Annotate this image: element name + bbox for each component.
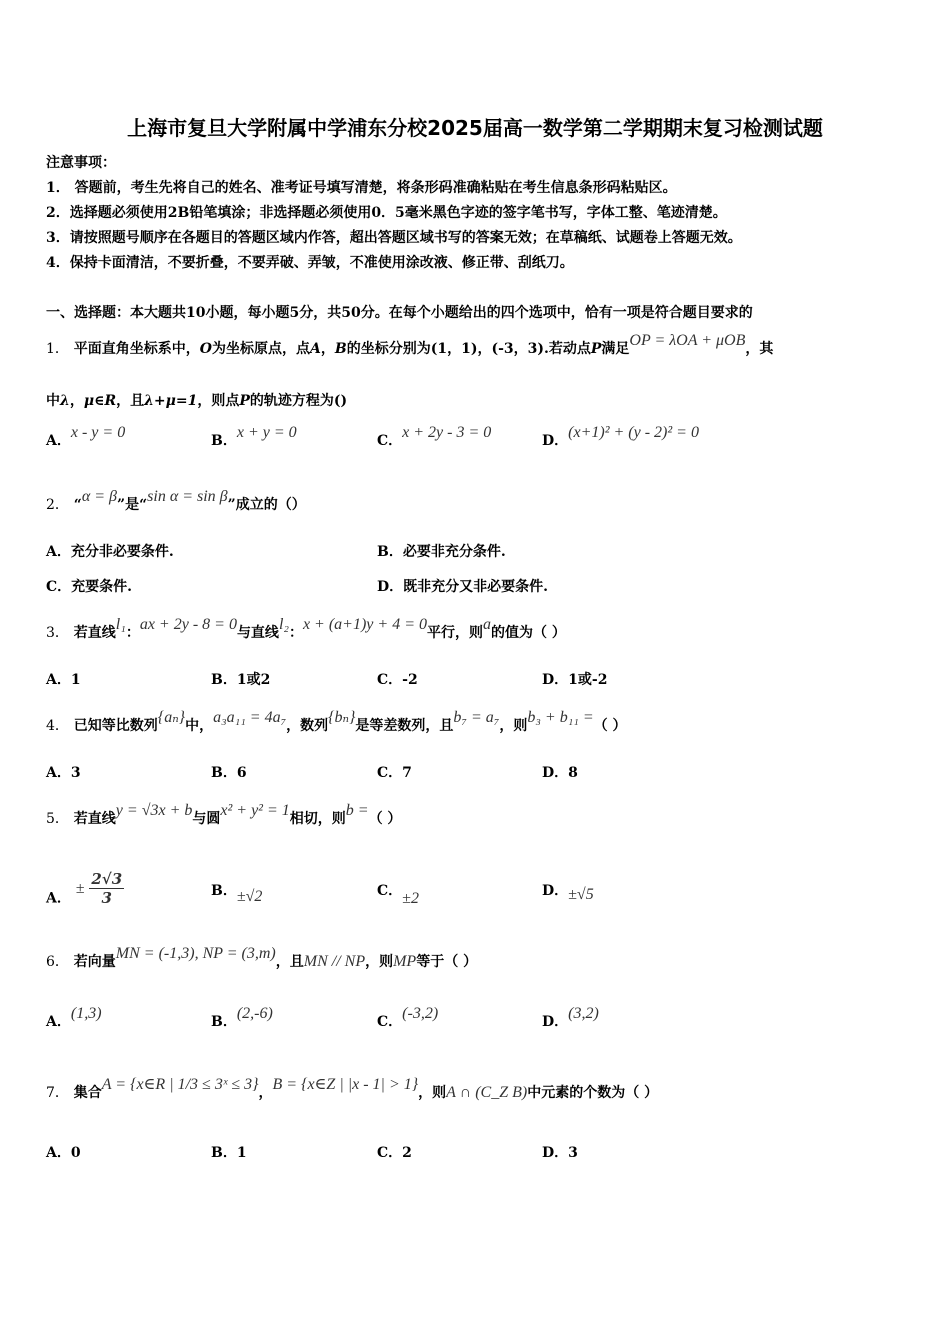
question-number: 7． xyxy=(46,1085,69,1101)
math-expression: x² + y² = 1 xyxy=(220,802,290,819)
option-math: x + 2y - 3 = 0 xyxy=(402,424,492,441)
option-label: A． xyxy=(46,765,71,781)
option-b[interactable] xyxy=(377,541,506,561)
option-text: 8 xyxy=(568,765,578,781)
question-text: ”成立的（） xyxy=(227,497,306,513)
option-c[interactable] xyxy=(46,576,132,596)
option-text: 0 xyxy=(70,1145,81,1161)
question-text: 若直线 xyxy=(73,625,116,641)
question-text: ，数列 xyxy=(286,718,329,734)
option-label: A． xyxy=(46,1014,71,1030)
question-text: ， xyxy=(69,393,84,409)
question-text: 与直线 xyxy=(236,625,279,641)
question-4-options xyxy=(46,762,926,792)
option-text: -2 xyxy=(402,672,418,688)
question-1-line-2 xyxy=(46,390,347,410)
question-number: 5． xyxy=(46,811,69,827)
question-text: 已知等比数列 xyxy=(73,718,158,734)
question-text: 集合 xyxy=(73,1085,102,1101)
option-d[interactable] xyxy=(377,576,548,596)
option-label: C． xyxy=(377,433,403,449)
math-expression: y = √3x + b xyxy=(115,802,193,819)
question-6 xyxy=(46,945,478,971)
option-d[interactable] xyxy=(542,424,699,450)
option-label: A． xyxy=(46,890,71,907)
page-title: 上海市复旦大学附属中学浦东分校2025届高一数学第二学期期末复习检测试题 xyxy=(127,116,823,140)
math-expression: b₃ + b₁₁ = xyxy=(527,709,594,726)
question-text: ，则 xyxy=(365,954,394,970)
option-c[interactable] xyxy=(377,880,419,907)
option-text: 1或-2 xyxy=(568,672,608,688)
option-a[interactable] xyxy=(46,541,174,561)
question-6-options xyxy=(46,1005,926,1041)
option-a[interactable] xyxy=(46,1142,81,1162)
option-label: A． xyxy=(46,1145,71,1161)
option-text: 1 xyxy=(70,672,81,688)
question-text: ，则点 xyxy=(197,393,240,409)
option-b[interactable] xyxy=(211,669,270,689)
option-math: (x+1)² + (y - 2)² = 0 xyxy=(568,424,699,441)
math-expression: A ∩ (C_Z B) xyxy=(446,1084,528,1101)
option-d[interactable] xyxy=(542,1142,578,1162)
math-expression: MN = (-1,3), NP = (3,m) xyxy=(115,945,276,962)
option-label: A． xyxy=(46,544,71,560)
notice-item-1: 1． 答题前，考生先将自己的姓名、准考证号填写清楚，将条形码准确粘贴在考生信息条形码粘贴区。 xyxy=(46,180,677,196)
notice-item-4: 4．保持卡面清洁，不要折叠，不要弄破、弄皱，不准使用涂改液、修正带、刮纸刀。 xyxy=(46,255,574,271)
math-var: λ+μ=1 xyxy=(144,393,198,409)
option-a[interactable] xyxy=(46,424,126,450)
option-text: 充分非必要条件. xyxy=(70,544,174,560)
option-label: D． xyxy=(377,579,404,595)
option-a[interactable] xyxy=(46,1005,102,1031)
option-math: x - y = 0 xyxy=(70,424,126,441)
option-a[interactable] xyxy=(46,762,81,782)
question-4 xyxy=(46,709,627,735)
option-text: 7 xyxy=(402,765,412,781)
question-text: ， xyxy=(258,1085,273,1101)
option-d[interactable] xyxy=(542,762,578,782)
math-expression: b = xyxy=(345,802,369,819)
question-text: 为坐标原点，点 xyxy=(212,341,310,357)
math-expression: α = β xyxy=(81,488,118,505)
question-number: 1． xyxy=(46,341,69,357)
math-expression: sin α = sin β xyxy=(147,488,228,505)
math-var: P xyxy=(239,393,250,409)
question-text: ， xyxy=(320,341,335,357)
option-label: D． xyxy=(542,672,569,688)
option-text: 2 xyxy=(402,1145,412,1161)
question-number: 2． xyxy=(46,497,69,513)
math-expression: a₃a₁₁ = 4a₇ xyxy=(213,709,287,726)
question-2-options-row-2 xyxy=(46,576,926,606)
option-d[interactable] xyxy=(542,1005,599,1031)
question-1 xyxy=(46,332,774,358)
math-expression: l₁ xyxy=(115,616,126,633)
option-text: 3 xyxy=(70,765,81,781)
math-var: A xyxy=(310,341,321,357)
option-math: ±√5 xyxy=(568,886,594,903)
math-expression: b₇ = a₇ xyxy=(453,709,500,726)
math-var: λ xyxy=(60,393,70,409)
option-d[interactable] xyxy=(542,669,607,689)
option-a[interactable] xyxy=(46,669,81,689)
math-var: P xyxy=(590,341,602,357)
option-b[interactable] xyxy=(211,762,247,782)
option-text: 既非充分又非必要条件. xyxy=(403,579,549,595)
option-math: (-3,2) xyxy=(402,1005,439,1022)
option-label: C． xyxy=(377,1014,403,1030)
option-label: B． xyxy=(211,883,237,899)
question-7 xyxy=(46,1076,659,1102)
math-var: μ∈R xyxy=(83,393,117,409)
fraction-numerator: 2√3 xyxy=(91,870,123,888)
question-number: 6． xyxy=(46,954,69,970)
option-label: C． xyxy=(377,1145,403,1161)
math-expression: A = {x∈R | 1/3 ≤ 3ˣ ≤ 3} xyxy=(101,1076,259,1093)
notice-heading: 注意事项： xyxy=(46,155,116,171)
option-b[interactable] xyxy=(211,880,263,905)
option-label: C． xyxy=(377,883,403,899)
question-2-options-row-1 xyxy=(46,541,926,571)
question-text: （ ） xyxy=(593,718,627,734)
math-var: B xyxy=(334,341,347,357)
option-label: B． xyxy=(377,544,403,560)
option-math: ±2 xyxy=(402,890,419,907)
question-number: 4． xyxy=(46,718,69,734)
question-number: 3． xyxy=(46,625,69,641)
option-a[interactable] xyxy=(46,870,124,917)
option-math: (1,3) xyxy=(70,1005,102,1022)
question-2 xyxy=(46,488,306,514)
question-text: ，其 xyxy=(745,341,774,357)
question-text: 的坐标分别为(1，1)，(-3，3).若动点 xyxy=(346,341,591,357)
section-heading: 一、选择题：本大题共10小题，每小题5分，共50分。在每个小题给出的四个选项中，恰有一项是符合题目要求的 xyxy=(46,305,753,321)
option-math: (3,2) xyxy=(568,1005,599,1022)
option-label: D． xyxy=(542,1014,569,1030)
question-text: ： xyxy=(288,625,303,641)
option-math: x + y = 0 xyxy=(236,424,297,441)
math-expression: ax + 2y - 8 = 0 xyxy=(139,616,237,633)
question-text: 平面直角坐标系中， xyxy=(73,341,200,357)
option-d[interactable] xyxy=(542,880,594,903)
question-text: 中元素的个数为（ ） xyxy=(527,1085,659,1101)
option-math: (2,-6) xyxy=(236,1005,273,1022)
option-text: 1 xyxy=(236,1145,247,1161)
question-text: 是等差数列，且 xyxy=(355,718,454,734)
option-b[interactable] xyxy=(211,1005,273,1031)
option-label: C． xyxy=(377,765,403,781)
math-expression: l₂ xyxy=(278,616,289,633)
option-text: 必要非充分条件. xyxy=(402,544,506,560)
question-text: 若直线 xyxy=(73,811,116,827)
question-text: 中， xyxy=(185,718,214,734)
question-text: ： xyxy=(125,625,140,641)
option-label: B． xyxy=(211,765,237,781)
math-expression: x + (a+1)y + 4 = 0 xyxy=(302,616,427,633)
question-7-options xyxy=(46,1142,926,1172)
plus-minus: ± xyxy=(75,879,85,897)
option-label: C． xyxy=(377,672,403,688)
option-text: 充要条件. xyxy=(71,579,133,595)
option-c[interactable] xyxy=(377,1005,439,1031)
option-label: A． xyxy=(46,433,71,449)
math-expression: {aₙ} xyxy=(157,709,186,726)
question-text: ，则 xyxy=(418,1085,447,1101)
fraction xyxy=(89,870,124,907)
option-b[interactable] xyxy=(211,1142,247,1162)
question-text: 中 xyxy=(46,393,60,409)
option-c[interactable] xyxy=(377,1142,412,1162)
option-label: A． xyxy=(46,672,71,688)
question-text: ”是“ xyxy=(117,497,148,513)
question-5-options xyxy=(46,870,926,910)
question-text: 的值为（ ） xyxy=(491,625,566,641)
question-1-options xyxy=(46,424,926,460)
math-expression: a xyxy=(483,616,491,633)
question-3-options xyxy=(46,669,926,699)
option-text: 3 xyxy=(568,1145,578,1161)
option-c[interactable] xyxy=(377,669,418,689)
notice-item-3: 3．请按照题号顺序在各题目的答题区域内作答，超出答题区域书写的答案无效；在草稿纸、试题卷上答题无效。 xyxy=(46,230,742,246)
option-label: B． xyxy=(211,433,237,449)
question-text: （ ） xyxy=(368,811,402,827)
question-text: ，且 xyxy=(116,393,145,409)
question-text: ，则 xyxy=(499,718,528,734)
option-label: D． xyxy=(542,1145,569,1161)
question-text: 的轨迹方程为() xyxy=(249,393,348,409)
option-b[interactable] xyxy=(211,424,297,450)
notice-item-2: 2．选择题必须使用2B铅笔填涂；非选择题必须使用0．5毫米黑色字迹的签字笔书写，字体工整、笔迹清楚。 xyxy=(46,205,727,221)
option-label: B． xyxy=(211,1145,237,1161)
option-label: D． xyxy=(542,433,569,449)
math-var: O xyxy=(199,341,212,357)
option-math: ±√2 xyxy=(236,888,263,905)
option-label: B． xyxy=(211,1014,237,1030)
math-expression: MP xyxy=(393,953,417,970)
question-text: ，且 xyxy=(275,954,304,970)
math-expression: B = {x∈Z | |x - 1| > 1} xyxy=(272,1076,419,1093)
fraction-denominator: 3 xyxy=(101,889,112,907)
question-text: “ xyxy=(73,497,82,513)
question-text: 满足 xyxy=(601,341,630,357)
option-c[interactable] xyxy=(377,424,492,450)
question-text: 若向量 xyxy=(73,954,116,970)
math-expression: OP = λOA + μOB xyxy=(629,332,746,349)
question-text: 相切，则 xyxy=(289,811,346,827)
option-label: C． xyxy=(46,579,72,595)
option-label: D． xyxy=(542,883,569,899)
math-expression: {bₙ} xyxy=(328,709,356,726)
question-text: 与圆 xyxy=(192,811,221,827)
option-text: 1或2 xyxy=(236,672,271,688)
option-c[interactable] xyxy=(377,762,412,782)
option-text: 6 xyxy=(236,765,247,781)
question-text: 平行，则 xyxy=(427,625,483,641)
math-expression: MN // NP xyxy=(303,953,366,970)
question-3 xyxy=(46,616,566,642)
question-text: 等于（ ） xyxy=(416,954,478,970)
question-5 xyxy=(46,802,402,828)
option-label: B． xyxy=(211,672,237,688)
option-label: D． xyxy=(542,765,569,781)
